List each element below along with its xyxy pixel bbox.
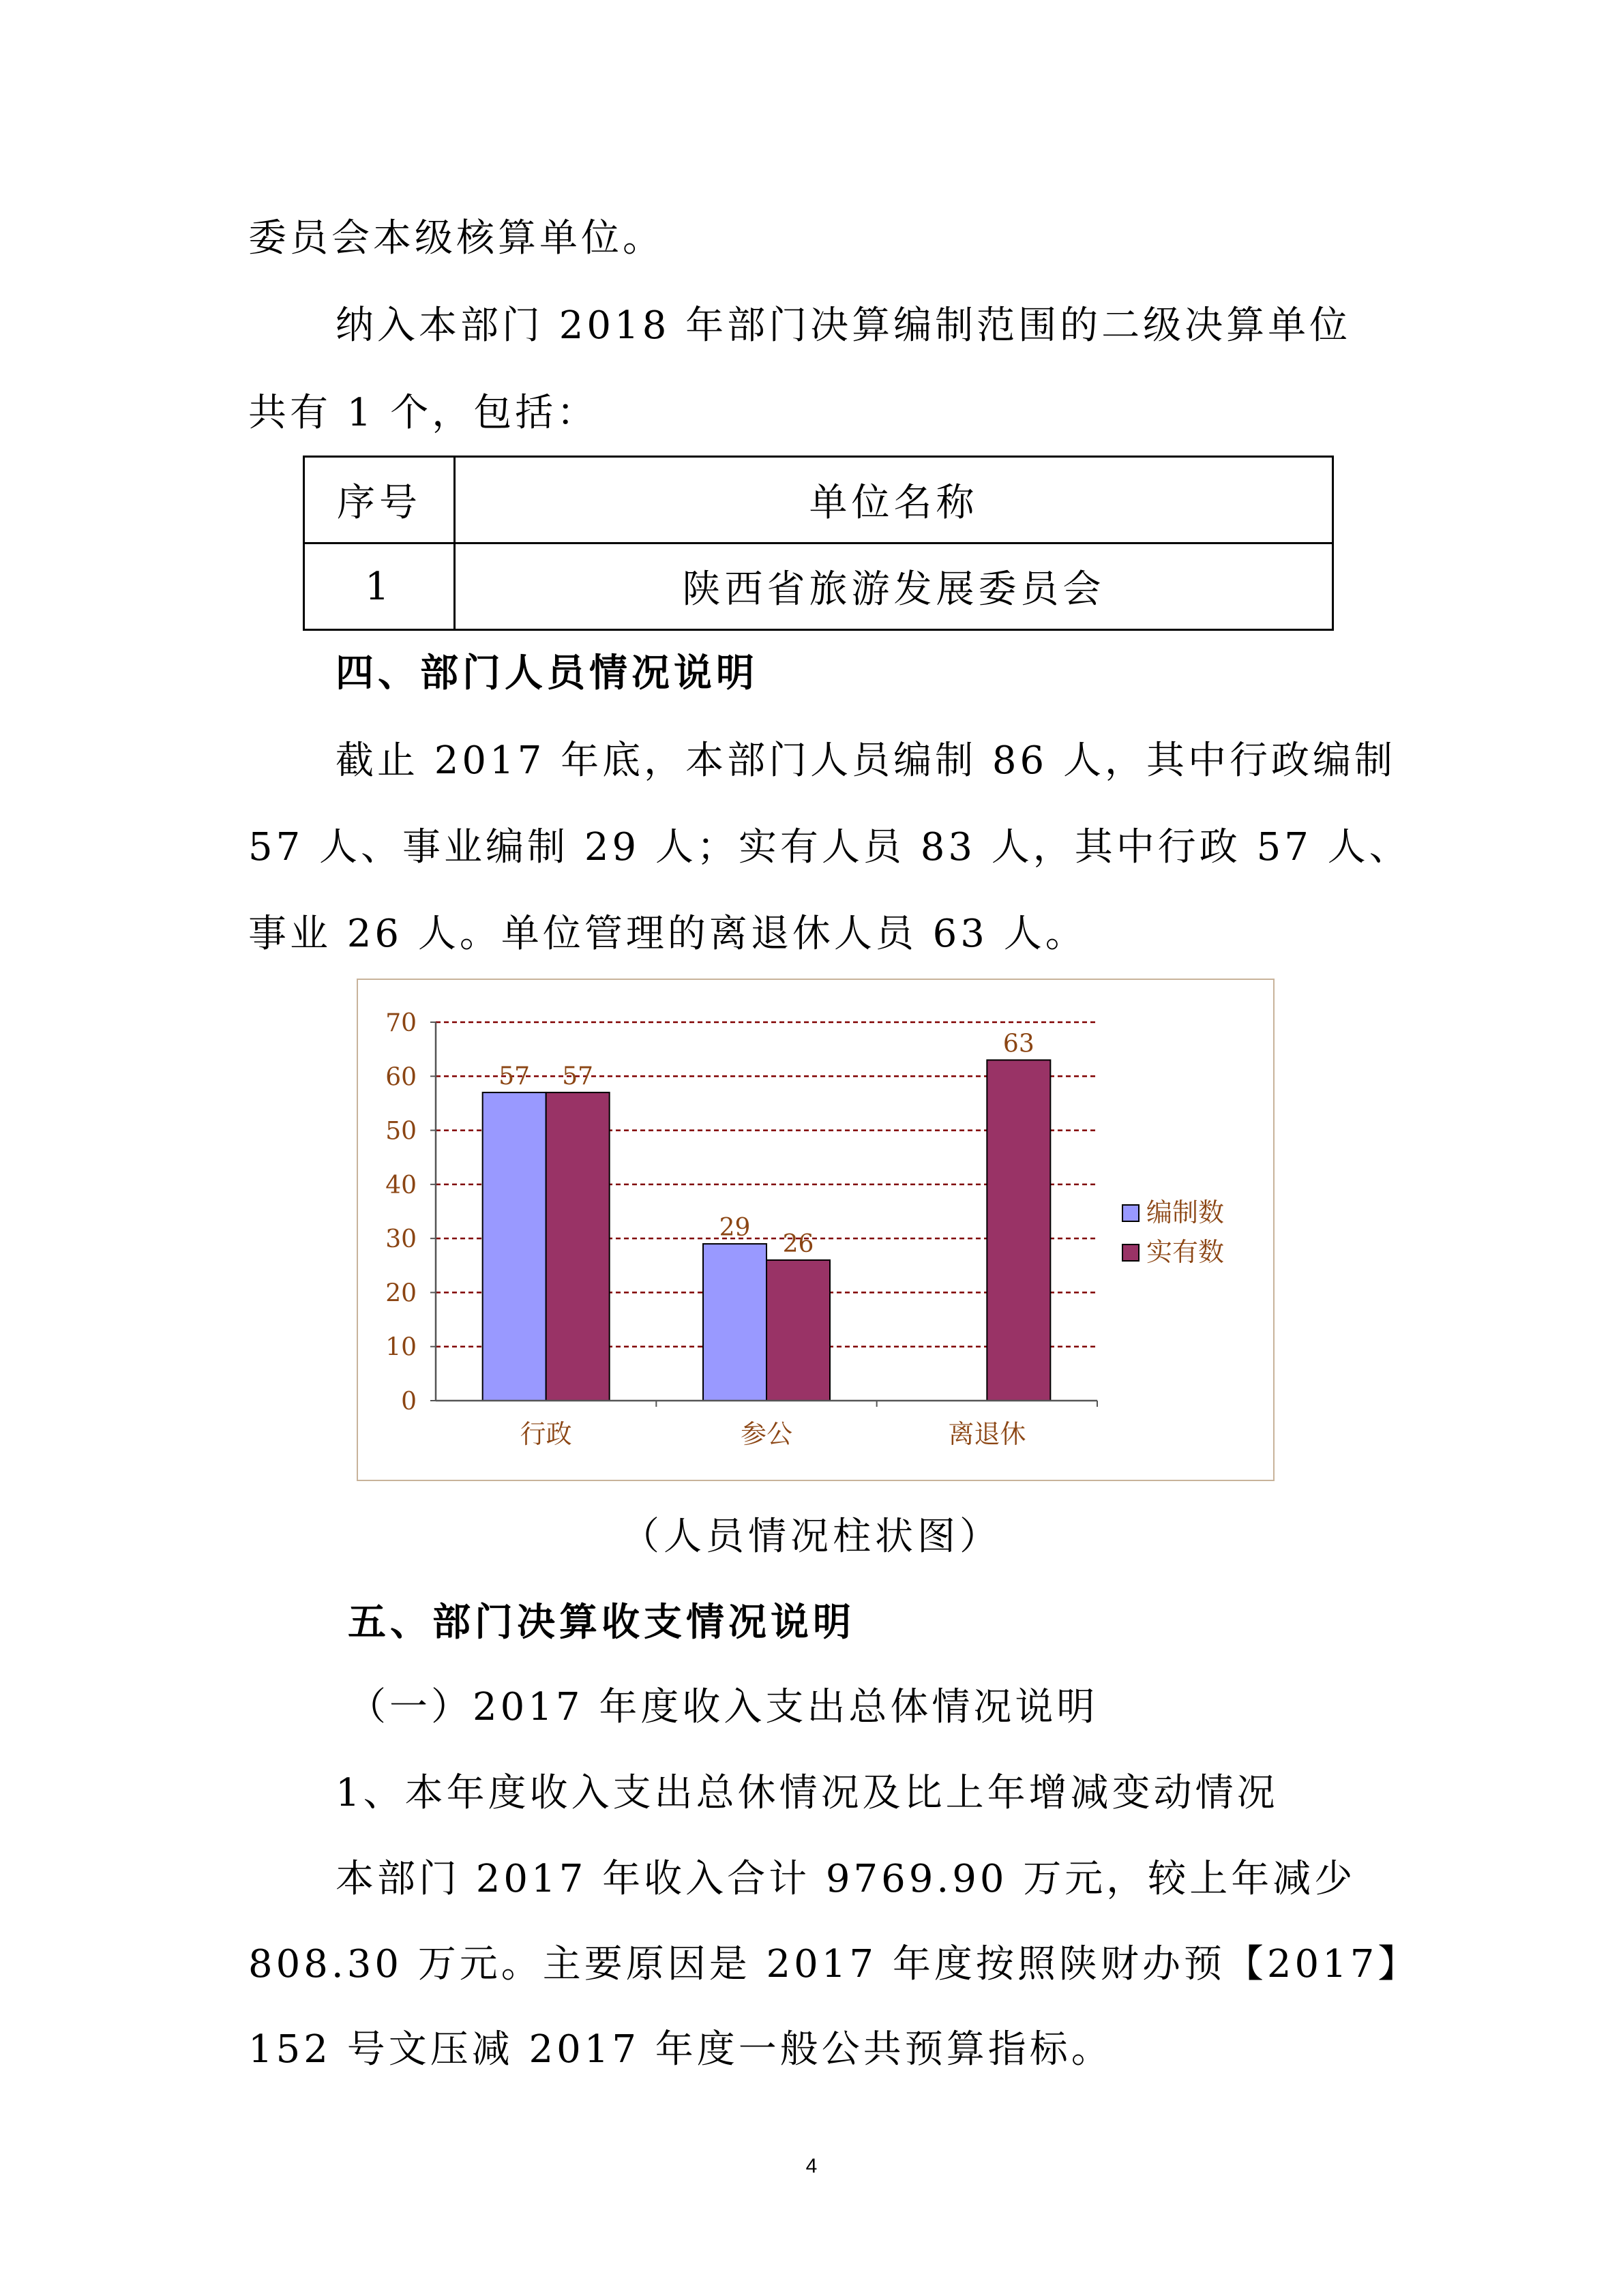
bar: [546, 1092, 610, 1401]
units-table: [303, 456, 1334, 631]
data-label: 57: [562, 1062, 594, 1091]
data-label: 63: [1002, 1030, 1034, 1058]
y-tick-label: 70: [385, 1009, 417, 1037]
x-tick-label: 离退休: [948, 1419, 1026, 1449]
staff-bar-chart: [358, 980, 1273, 1480]
y-tick-label: 60: [385, 1063, 417, 1092]
paragraph-line: 152 号文压减 2017 年度一般公共预算指标。: [248, 2027, 1113, 2072]
paragraph-line: 808.30 万元。主要原因是 2017 年度按照陕财办预【2017】: [248, 1942, 1420, 1986]
section-heading: 五、部门决算收支情况说明: [348, 1600, 855, 1645]
section-heading: 四、部门人员情况说明: [336, 651, 758, 696]
table-cell: 1: [304, 543, 455, 630]
bar: [483, 1092, 546, 1401]
table-row: [304, 543, 1333, 630]
y-tick-label: 10: [385, 1333, 417, 1362]
data-label: 57: [498, 1062, 531, 1091]
table-cell: 陕西省旅游发展委员会: [455, 543, 1333, 630]
table-header-row: [304, 457, 1333, 543]
legend-label: 编制数: [1146, 1197, 1225, 1227]
data-label: 29: [719, 1214, 751, 1242]
paragraph-line: 事业 26 人。单位管理的离退休人员 63 人。: [248, 912, 1087, 956]
paragraph-line: 截止 2017 年底，本部门人员编制 86 人，其中行政编制: [336, 739, 1396, 783]
y-tick-label: 50: [385, 1117, 417, 1146]
legend-label: 实有数: [1146, 1237, 1225, 1267]
y-tick-label: 0: [401, 1388, 417, 1416]
table-header-cell: 序号: [304, 457, 455, 543]
bar: [766, 1260, 830, 1401]
paragraph-line: 本部门 2017 年收入合计 9769.90 万元，较上年减少: [336, 1857, 1356, 1901]
chart-caption: （人员情况柱状图）: [621, 1515, 1002, 1559]
page-number: 4: [805, 2155, 818, 2177]
paragraph-line: 委员会本级核算单位。: [248, 216, 664, 260]
bar: [987, 1060, 1050, 1401]
x-tick-label: 参公: [740, 1419, 793, 1449]
y-tick-label: 20: [385, 1279, 417, 1308]
legend-swatch: [1122, 1205, 1139, 1221]
legend-swatch: [1122, 1244, 1139, 1261]
y-tick-label: 30: [385, 1225, 417, 1254]
bar: [703, 1244, 766, 1401]
paragraph-line: 1、本年度收入支出总休情况及比上年增减变动情况: [336, 1771, 1279, 1815]
y-tick-label: 40: [385, 1171, 417, 1199]
table-header-cell: 单位名称: [455, 457, 1333, 543]
data-label: 26: [782, 1229, 814, 1258]
paragraph-line: 纳入本部门 2018 年部门决算编制范围的二级决算单位: [336, 303, 1352, 348]
chart-frame: [357, 979, 1275, 1481]
paragraph-line: 57 人、事业编制 29 人；实有人员 83 人，其中行政 57 人、: [248, 825, 1411, 869]
x-tick-label: 行政: [520, 1419, 572, 1449]
paragraph-line: （一）2017 年度收入支出总体情况说明: [348, 1685, 1099, 1729]
paragraph-line: 共有 1 个，包括：: [248, 391, 599, 435]
